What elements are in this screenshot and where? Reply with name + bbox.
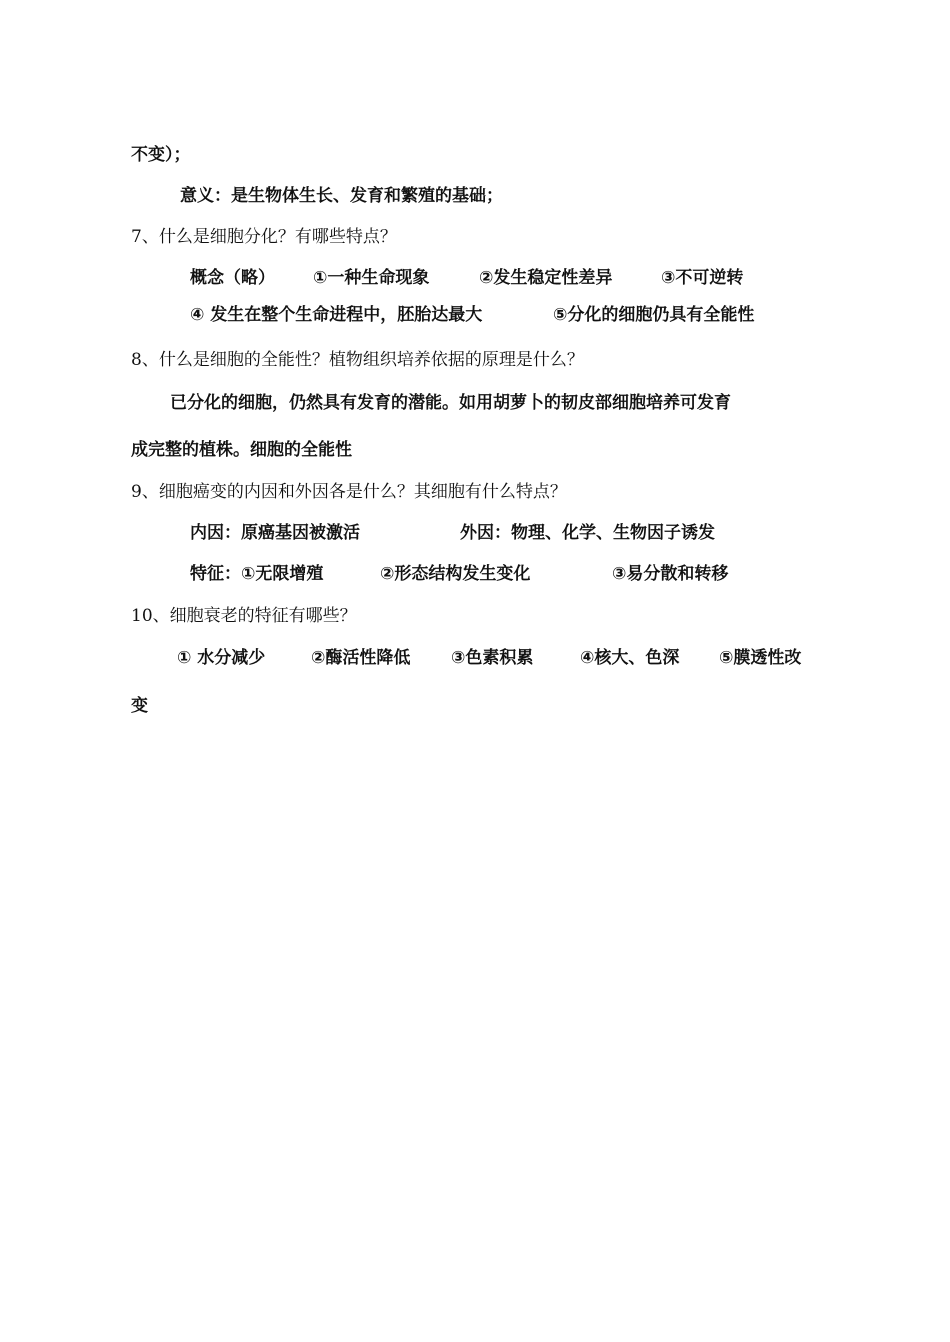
answer-segment: ③不可逆转 — [661, 268, 744, 288]
answer-segment: ③色素积累 — [451, 648, 534, 668]
answer-segment: ②酶活性降低 — [311, 648, 411, 668]
question-10: 10、细胞衰老的特征有哪些？ — [131, 606, 357, 626]
question-7: 7、什么是细胞分化？有哪些特点？ — [131, 227, 397, 247]
answer-segment: 概念（略） — [190, 268, 275, 288]
question-9: 9、细胞癌变的内因和外因各是什么？其细胞有什么特点？ — [131, 482, 567, 502]
text-line: 意义：是生物体生长、发育和繁殖的基础； — [180, 186, 503, 206]
text-line: 不变）； — [131, 145, 191, 165]
answer-8-line-2: 成完整的植株。细胞的全能性 — [131, 440, 352, 460]
answer-segment: 外因：物理、化学、生物因子诱发 — [460, 523, 715, 543]
answer-segment: ④ 发生在整个生命进程中，胚胎达最大 — [190, 305, 483, 325]
answer-segment: ① 水分减少 — [177, 648, 266, 668]
answer-10-line-2: 变 — [131, 696, 148, 716]
answer-segment: ①一种生命现象 — [313, 268, 430, 288]
answer-segment: ②发生稳定性差异 — [479, 268, 613, 288]
question-8: 8、什么是细胞的全能性？植物组织培养依据的原理是什么？ — [131, 350, 584, 370]
answer-segment: 内因：原癌基因被激活 — [190, 523, 360, 543]
answer-8-line-1: 已分化的细胞，仍然具有发育的潜能。如用胡萝卜的韧皮部细胞培养可发育 — [170, 393, 731, 413]
answer-segment: ④核大、色深 — [580, 648, 680, 668]
answer-segment: ⑤分化的细胞仍具有全能性 — [553, 305, 755, 325]
answer-segment: ⑤膜透性改 — [719, 648, 802, 668]
answer-segment: ③易分散和转移 — [612, 564, 729, 584]
answer-segment: ②形态结构发生变化 — [380, 564, 531, 584]
answer-segment: 特征：①无限增殖 — [190, 564, 324, 584]
